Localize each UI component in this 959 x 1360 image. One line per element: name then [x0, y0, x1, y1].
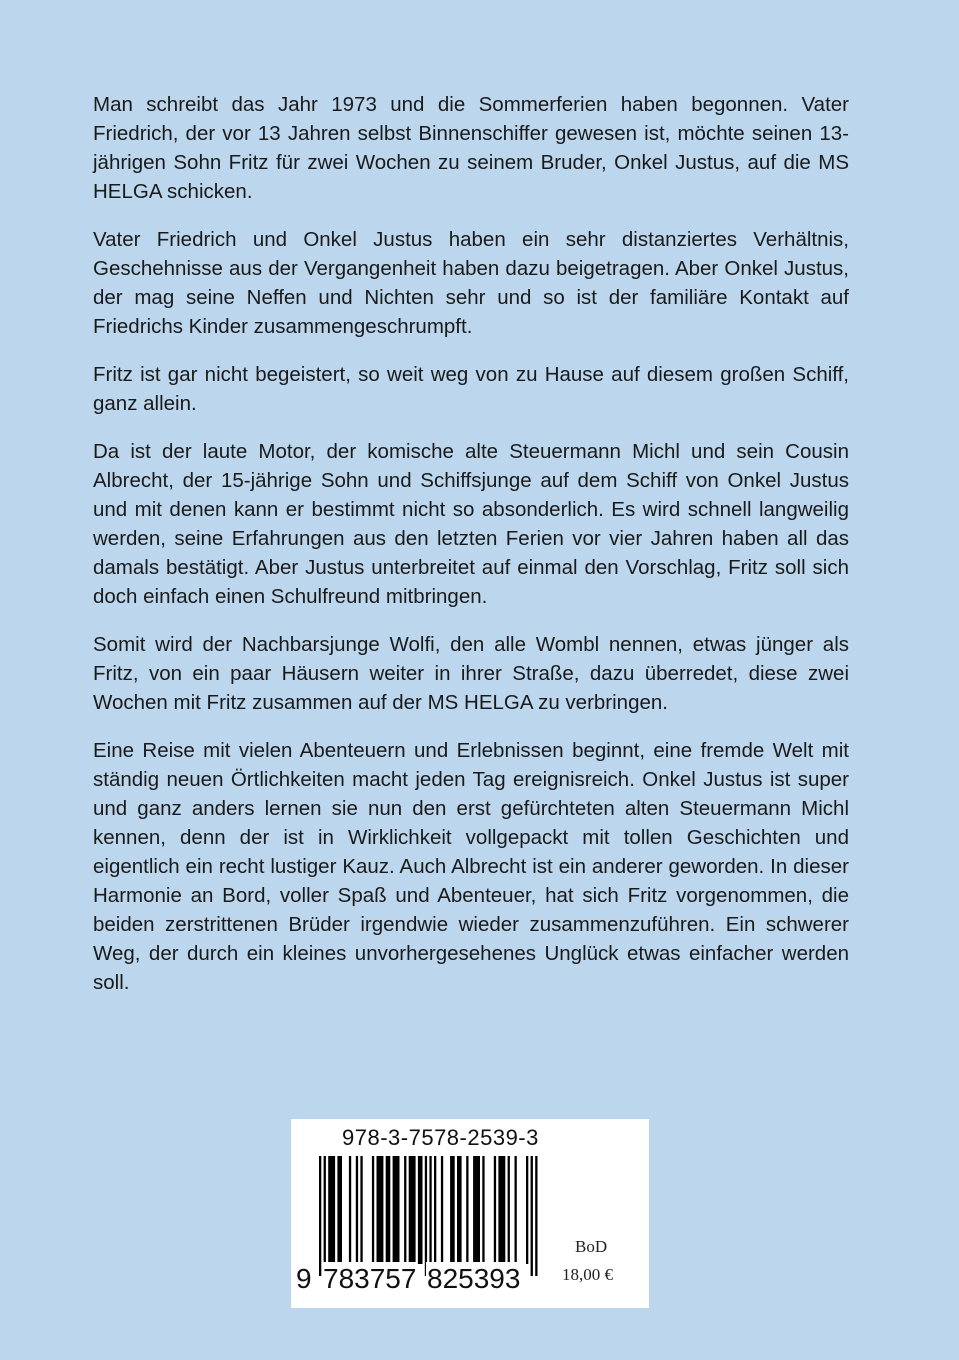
barcode-bar — [372, 1156, 374, 1264]
ean-left-group: 783757 — [323, 1263, 417, 1294]
price-label: 18,00 € — [562, 1265, 613, 1284]
barcode-bar — [377, 1156, 384, 1264]
barcode-bar — [337, 1156, 342, 1264]
barcode-bar — [508, 1156, 510, 1264]
blurb-paragraph-3: Fritz ist gar nicht begeistert, so weit weg von zu Hause auf diesem großen Schiff, ganz allein. — [93, 363, 849, 415]
barcode-bar — [319, 1156, 321, 1276]
barcode-bar — [418, 1156, 423, 1264]
ean-first-digit: 9 — [296, 1263, 312, 1294]
barcode-bar — [450, 1156, 455, 1264]
blurb-paragraph-6: Eine Reise mit vielen Abenteuern und Erlebnissen beginnt, eine fremde Welt mit ständig neuen Örtlichkeiten macht jeden Tag ereignisreich. Onkel Justus ist super und ganz anders lernen sie nun den erst gefürchteten alten Steuermann Michl kennen, denn der ist in Wirklichkeit vollgepackt mit tollen Geschichten und eigentlich ein recht lustiger Kauz. Auch Albrecht ist ein anderer geworden. In dieser Harmonie an Bord, voller Spaß und Abenteuer, hat sich Fritz vorgenommen, die beiden zerstrittenen Brüder irgendwie wieder zusammenzuführen. Ein schwerer Weg, der durch ein kleines unvorhergesehenes Unglück etwas einfacher werden soll. — [93, 739, 849, 994]
isbn-number: 978-3-7578-2539-3 — [342, 1125, 539, 1150]
publisher-mark: BoD — [575, 1237, 608, 1256]
barcode-bar — [515, 1156, 517, 1264]
barcode-bar — [434, 1156, 436, 1264]
barcode-bar — [404, 1156, 406, 1264]
barcode-bar — [356, 1156, 358, 1264]
barcode-bar — [498, 1156, 505, 1264]
barcode-bar — [535, 1156, 537, 1276]
ean-digits — [295, 1262, 540, 1296]
blurb-paragraph-1: Man schreibt das Jahr 1973 und die Sommerferien haben begonnen. Vater Friedrich, der vor 13 Jahren selbst Binnenschiffer gewesen ist, möchte seinen 13-jährigen Sohn Fritz für zwei Wochen zu seinem Bruder, Onkel Justus, auf die MS HELGA schicken. — [93, 93, 849, 203]
barcode-bar — [466, 1156, 468, 1264]
barcode-bar — [429, 1156, 431, 1276]
barcode-label — [291, 1119, 649, 1308]
barcode-bar — [425, 1156, 427, 1276]
blurb-paragraph-2: Vater Friedrich und Onkel Justus haben ein sehr distanziertes Verhältnis, Geschehnisse aus der Vergangenheit haben dazu beigetragen. Aber Onkel Justus, der mag seine Neffen und Nichten sehr und so ist der familiäre Kontakt auf Friedrichs Kinder zusammengeschrumpft. — [93, 228, 849, 338]
blurb-paragraph-5: Somit wird der Nachbarsjunge Wolfi, den alle Wombl nennen, etwas jünger als Fritz, von ein paar Häusern weiter in ihrer Straße, dazu überredet, diese zwei Wochen mit Fritz zusammen auf der MS HELGA zu verbringen. — [93, 633, 849, 714]
barcode-bar — [349, 1156, 351, 1264]
barcode-bar — [531, 1156, 533, 1276]
barcode-bar — [386, 1156, 391, 1264]
barcode-bar — [526, 1156, 528, 1264]
blurb-paragraph-4: Da ist der laute Motor, der komische alte Steuermann Michl und sein Cousin Albrecht, der 15-jährige Sohn und Schiffsjunge auf dem Schiff von Onkel Justus und mit denen kann er bestimmt nicht so absonderlich. Es wird schnell langweilig werden, seine Erfahrungen aus den letzten Ferien vor vier Jahren haben all das damals bestätigt. Aber Justus unterbreitet auf einmal den Vorschlag, Fritz soll sich doch einfach einen Schulfreund mitbringen. — [93, 440, 849, 608]
barcode-bar — [360, 1156, 362, 1264]
barcode-bar — [473, 1156, 480, 1264]
barcode-bar — [441, 1156, 443, 1264]
barcode-bar — [328, 1156, 335, 1264]
barcode-bar — [324, 1156, 326, 1276]
ean-right-group: 825393 — [427, 1263, 521, 1294]
barcode-bar — [494, 1156, 496, 1264]
back-cover-blurb — [93, 90, 849, 1016]
barcode-bar — [482, 1156, 484, 1264]
barcode-bar — [409, 1156, 416, 1264]
barcode-bar — [457, 1156, 462, 1264]
barcode-bar — [393, 1156, 400, 1264]
